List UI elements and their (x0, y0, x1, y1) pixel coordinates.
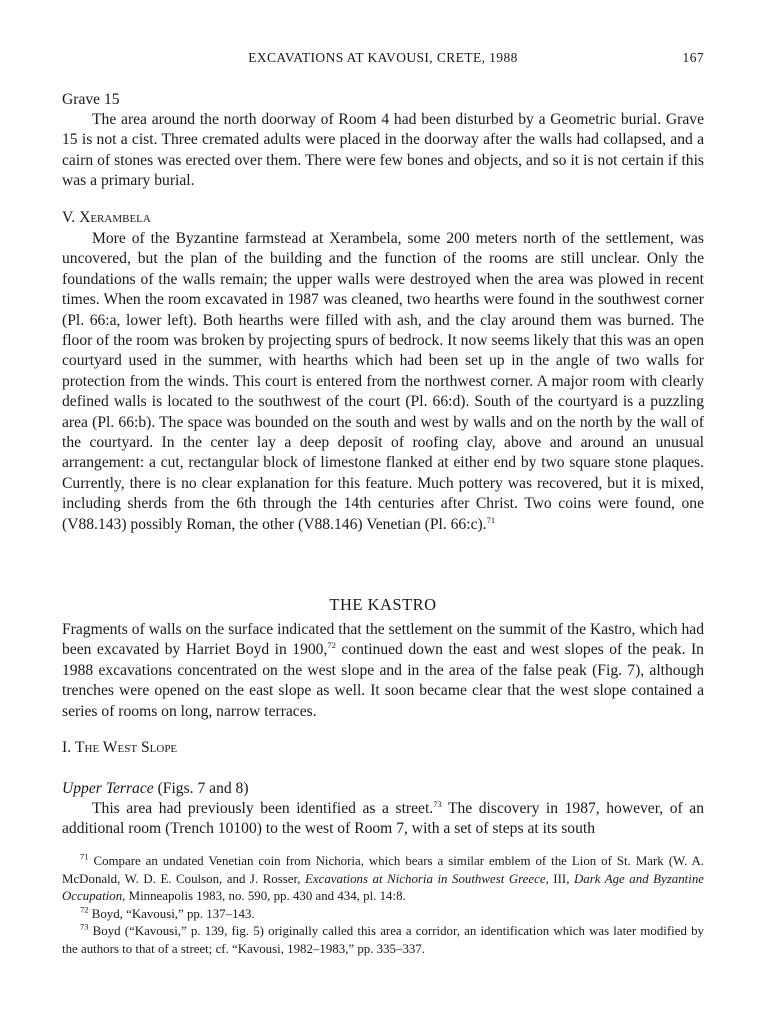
upper-terrace-heading (62, 779, 249, 799)
xerambela-numeral: V. (62, 209, 76, 226)
footnote-73-text: Boyd (“Kavousi,” p. 139, fig. 5) originally called this area a corridor, an identification which was later modified by the authors to that of a street; cf. “Kavousi, 1982–1983,” pp. 335–337. (62, 924, 704, 956)
footnote-72-text: Boyd, “Kavousi,” pp. 137–143. (88, 906, 255, 921)
xerambela-heading (62, 208, 151, 228)
footnote-71-text-c: , Minneapolis 1983, no. 590, pp. 430 and 434, pl. 14:8. (122, 889, 406, 903)
footnote-71-text-a: Compare an undated Venetian coin from Nichoria, which bears a similar emblem of the Lion of St. Mark (W. A. McDonald, W. D. E. Coulson, and J. Rosser, (62, 854, 704, 886)
page-number: 167 (682, 50, 704, 65)
footnote-72 (62, 906, 704, 924)
footnote-73 (62, 923, 704, 958)
footnote-73-number: 73 (80, 921, 89, 932)
footnote-71-subtitle: Dark Age and Byzantine Occupation (62, 871, 705, 903)
xerambela-text: More of the Byzantine farmstead at Xerambela, some 200 meters north of the settlement, was uncovered, but the plan of the building and the function of the rooms are still unclear. Only the foundations of the walls remain; the upper walls were destroyed when the area was plowed in recent times. When the room excavated in 1987 was cleaned, two hearths were found in the southwest corner (Pl. 66:a, lower left). Both hearths were filled with ash, and the clay around them was burned. The floor of the room was broken by projecting spurs of bedrock. It now seems likely that this was an open courtyard used in the summer, with hearths which had been set up in the angle of two walls for protection from the winds. This court is entered from the northwest corner. A major room with clearly defined walls is located to the southwest of the court (Pl. 66:d). South of the courtyard is a puzzling area (Pl. 66:b). The space was bounded on the south and west by walls and on the north by the wall of the courtyard. In the center lay a deep deposit of roofing clay, above and around an unusual arrangement: a cut, rectangular block of limestone flanked at either end by two square stone plaques. Currently, there is no clear explanation for this feature. Much pottery was recovered, but it is mixed, including sherds from the 6th through the 14th centuries after Christ. Two coins were found, one (V88.143) possibly Roman, the other (V88.146) Venetian (Pl. 66:c). (62, 230, 704, 533)
kastro-heading: THE KASTRO (329, 595, 437, 614)
footnote-72-number: 72 (80, 904, 89, 915)
xerambela-title: Xerambela (79, 209, 151, 226)
footnote-ref-72[interactable]: 72 (327, 640, 336, 651)
west-slope-title: The West Slope (75, 739, 178, 756)
kastro-text-a: Fragments of walls on the surface indicated that the settlement on the summit of the Kastro, which had been excavated by Harriet Boyd in 1900, (62, 621, 704, 659)
kastro-section (62, 620, 704, 722)
upper-terrace-section (62, 799, 704, 840)
running-head (62, 50, 704, 70)
footnote-71-title: Excavations at Nichoria in Southwest Greece (305, 871, 546, 886)
footnote-ref-71[interactable]: 71 (486, 514, 496, 525)
footnote-71 (62, 853, 704, 906)
grave-15-section (62, 110, 704, 192)
xerambela-section (62, 229, 704, 535)
running-title: EXCAVATIONS AT KAVOUSI, CRETE, 1988 (248, 50, 518, 65)
upper-terrace-text-a: This area had previously been identified as a street. (92, 800, 434, 817)
kastro-paragraph (62, 620, 704, 722)
upper-terrace-figs: (Figs. 7 and 8) (153, 780, 249, 797)
west-slope-numeral: I. (62, 739, 72, 756)
footnote-ref-73[interactable]: 73 (433, 798, 442, 809)
west-slope-heading (62, 738, 177, 758)
upper-terrace-title: Upper Terrace (62, 780, 154, 797)
upper-terrace-paragraph (62, 799, 704, 840)
grave-15-paragraph: The area around the north doorway of Room 4 had been disturbed by a Geometric burial. Grave 15 is not a cist. Three cremated adults were placed in the doorway after the walls had collapsed, and a cairn of stones was erected over them. There were few bones and objects, and so it is not certain if this was a primary burial. (62, 111, 704, 190)
footnote-71-text-b: , III, (545, 871, 574, 886)
kastro-text-b: continued down the east and west slopes of the peak. In 1988 excavations concentrated on the west slope and in the area of the false peak (Fig. 7), although trenches were opened on the east slope as well. It soon became clear that the west slope contained a series of rooms on long, narrow terraces. (62, 641, 704, 720)
footnotes (62, 853, 704, 958)
upper-terrace-text-b: The discovery in 1987, however, of an additional room (Trench 10100) to the west of Room 7, with a set of steps at its south (62, 800, 704, 838)
grave-15-heading: Grave 15 (62, 91, 120, 108)
footnote-71-number: 71 (80, 851, 89, 862)
xerambela-paragraph (62, 229, 704, 535)
